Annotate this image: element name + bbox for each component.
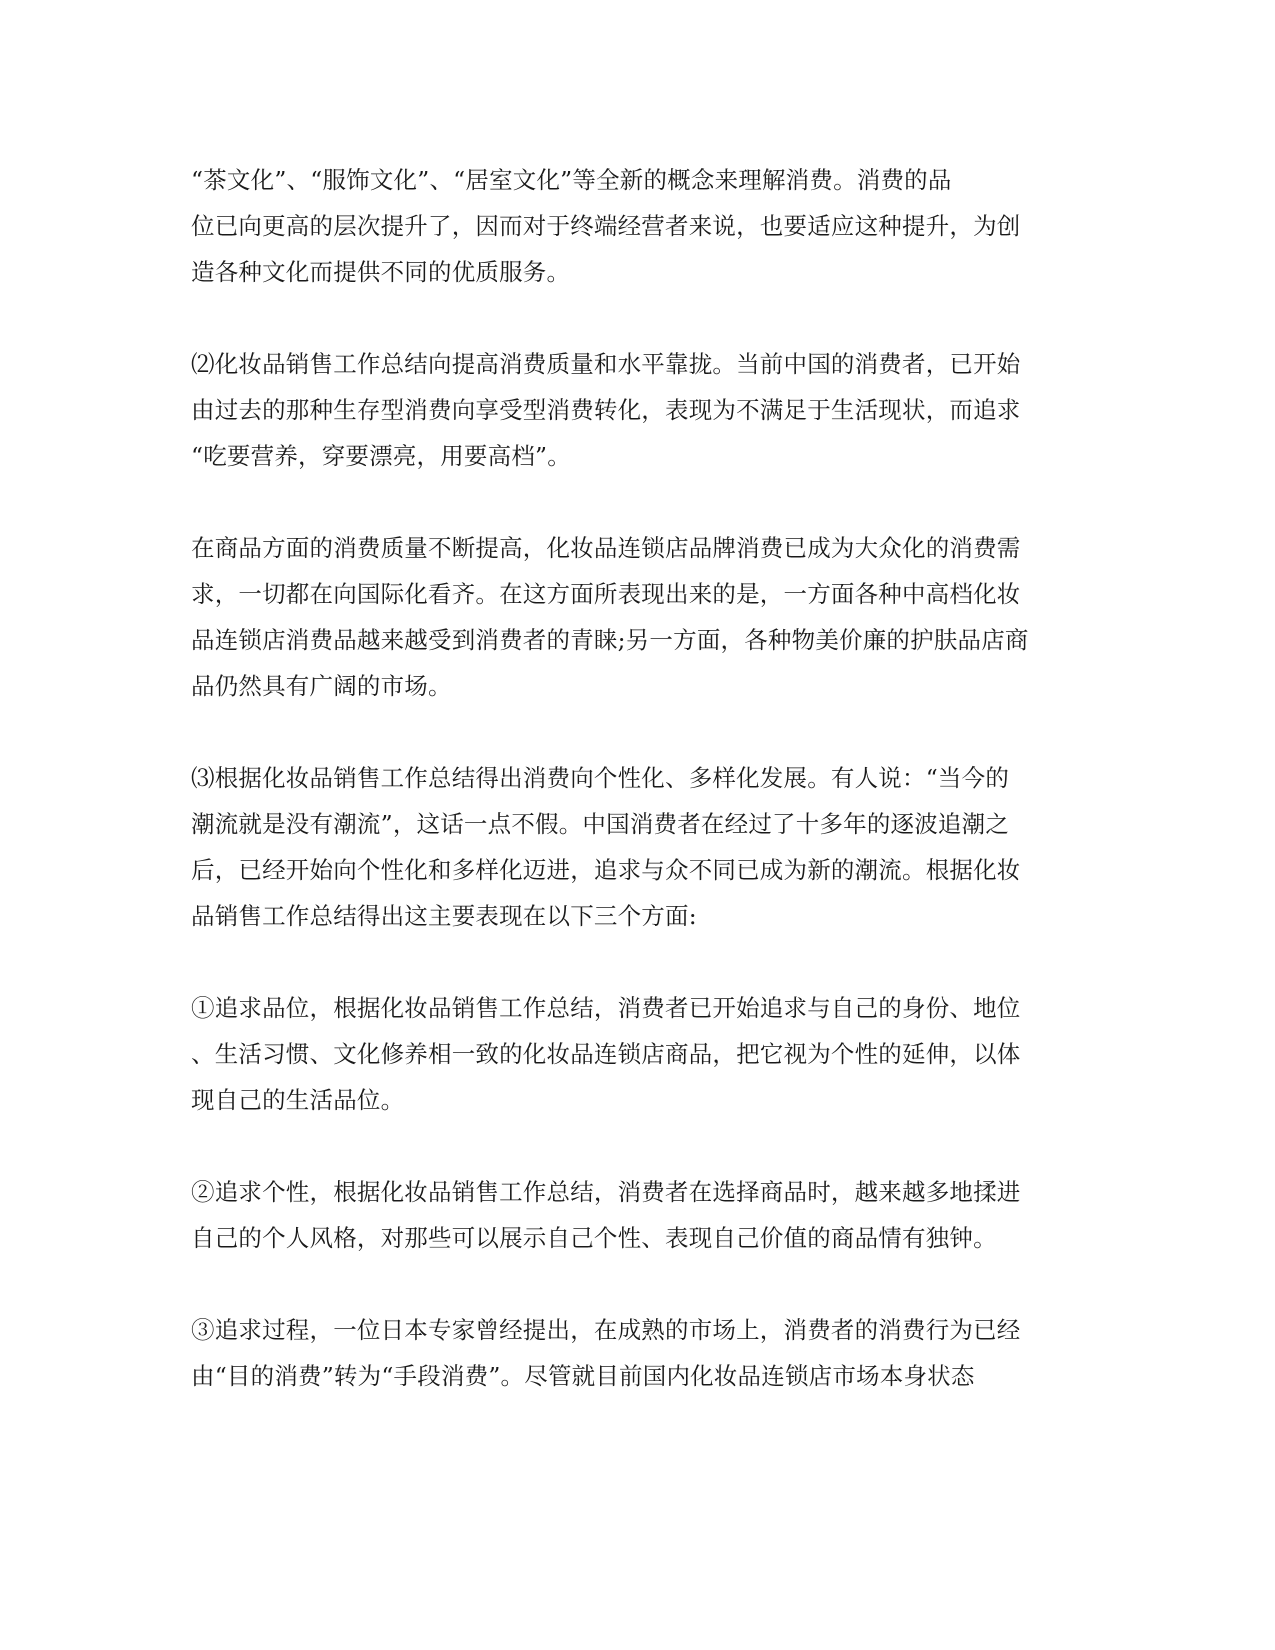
text-line: 现自己的生活品位。: [191, 1086, 405, 1114]
text-line: 由“目的消费”转为“手段消费”。尽管就目前国内化妆品连锁店市场本身状态: [191, 1362, 975, 1390]
text-line: ⑵化妆品销售工作总结向提高消费质量和水平靠拢。当前中国的消费者，已开始: [191, 350, 1021, 378]
text-line: 由过去的那种生存型消费向享受型消费转化，表现为不满足于生活现状，而追求: [191, 396, 1021, 424]
text-line: “吃要营养，穿要漂亮，用要高档”。: [191, 442, 571, 470]
text-line: “茶文化”、“服饰文化”、“居室文化”等全新的概念来理解消费。消费的品: [191, 166, 952, 194]
text-line: 求，一切都在向国际化看齐。在这方面所表现出来的是，一方面各种中高档化妆: [191, 580, 1021, 608]
paragraph-item-1: [191, 985, 1071, 1123]
text-line: 造各种文化而提供不同的优质服务。: [191, 258, 571, 286]
text-line: 后，已经开始向个性化和多样化迈进，追求与众不同已成为新的潮流。根据化妆: [191, 856, 1021, 884]
text-line: ③追求过程，一位日本专家曾经提出，在成熟的市场上，消费者的消费行为已经: [191, 1316, 1021, 1344]
document-body: [191, 157, 1071, 1445]
text-line: 品销售工作总结得出这主要表现在以下三个方面:: [191, 902, 697, 930]
text-line: 在商品方面的消费质量不断提高，化妆品连锁店品牌消费已成为大众化的消费需: [191, 534, 1021, 562]
paragraph-point-2: [191, 341, 1071, 479]
paragraph-point-3: [191, 755, 1071, 939]
text-line: 品连锁店消费品越来越受到消费者的青睐;另一方面，各种物美价廉的护肤品店商: [191, 626, 1029, 654]
text-line: 自己的个人风格，对那些可以展示自己个性、表现自己价值的商品情有独钟。: [191, 1224, 997, 1252]
text-line: 位已向更高的层次提升了，因而对于终端经营者来说，也要适应这种提升，为创: [191, 212, 1021, 240]
text-line: ②追求个性，根据化妆品销售工作总结，消费者在选择商品时，越来越多地揉进: [191, 1178, 1021, 1206]
paragraph-item-3: [191, 1307, 1071, 1399]
paragraph-culture-consumption: [191, 157, 1071, 295]
text-line: 潮流就是没有潮流”，这话一点不假。中国消费者在经过了十多年的逐波追潮之: [191, 810, 1010, 838]
text-line: ⑶根据化妆品销售工作总结得出消费向个性化、多样化发展。有人说：“当今的: [191, 764, 1010, 792]
text-line: 、生活习惯、文化修养相一致的化妆品连锁店商品，把它视为个性的延伸，以体: [191, 1040, 1021, 1068]
paragraph-quality: [191, 525, 1071, 709]
paragraph-item-2: [191, 1169, 1071, 1261]
text-line: 品仍然具有广阔的市场。: [191, 672, 452, 700]
text-line: ①追求品位，根据化妆品销售工作总结，消费者已开始追求与自己的身份、地位: [191, 994, 1021, 1022]
